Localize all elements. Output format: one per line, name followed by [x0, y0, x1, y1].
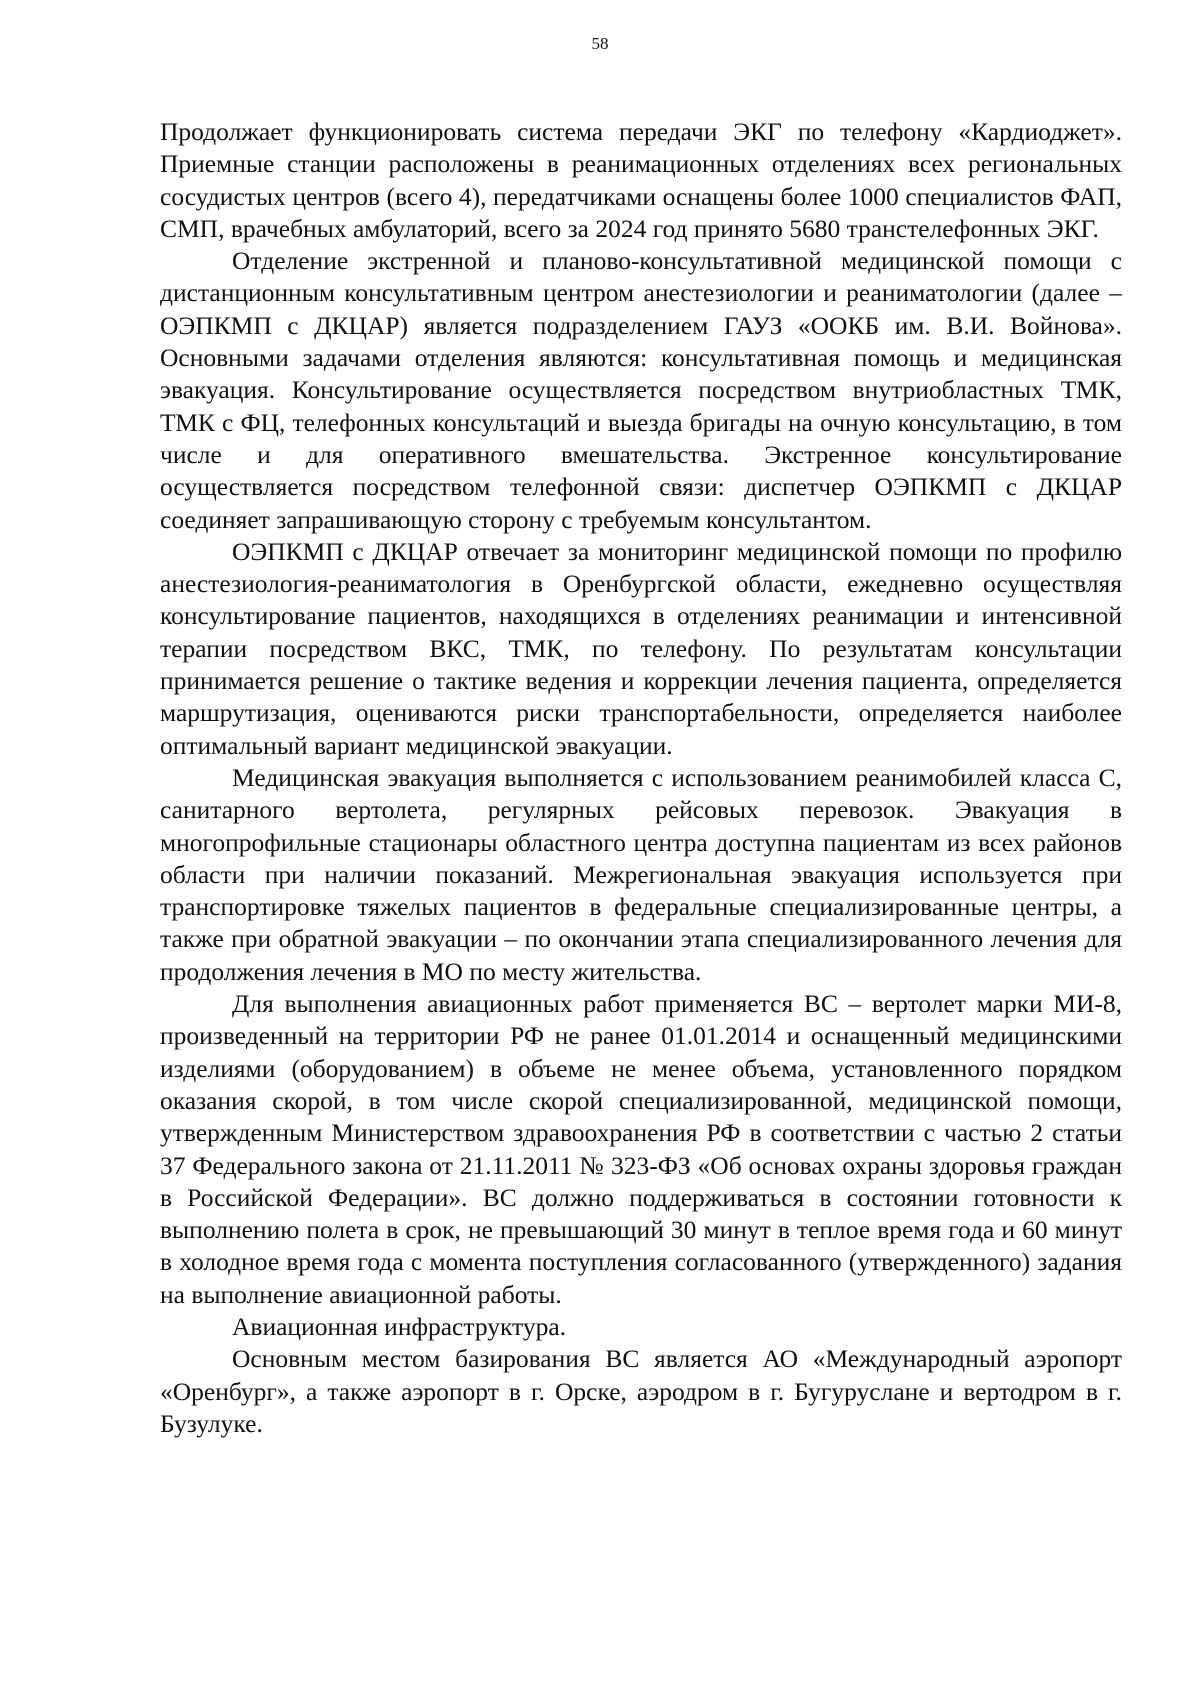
paragraph-aviation-works: Для выполнения авиационных работ применяется ВС – вертолет марки МИ-8, произведенный на территории РФ не ранее 01.01.2014 и оснащенный медицинскими изделиями (оборудованием) в объеме не менее объема, установленного порядком оказания скорой, в том числе скорой специализированной, медицинской помощи, утвержденным Министерством здравоохранения РФ в соответствии с частью 2 статьи 37 Федерального закона от 21.11.2011 № 323-ФЗ «Об основах охраны здоровья граждан в Российской Федерации». ВС должно поддерживаться в состоянии готовности к выполнению полета в срок, не превышающий 30 минут в теплое время года и 60 минут в холодное время года с момента поступления согласованного (утвержденного) задания на выполнение авиационной работы.: [160, 989, 1122, 1309]
paragraph-basing-location: Основным местом базирования ВС является АО «Международный аэропорт «Оренбург», а также аэропорт в г. Орске, аэродром в г. Бугуруслане и вертодром в г. Бузулуке.: [160, 1344, 1122, 1438]
paragraph-medical-evacuation: Медицинская эвакуация выполняется с использованием реанимобилей класса С, санитарного вертолета, регулярных рейсовых перевозок. Эвакуация в многопрофильные стационары областного центра доступна пациентам из всех районов области при наличии показаний. Межрегиональная эвакуация используется при транспортировке тяжелых пациентов в федеральные специализированные центры, а также при обратной эвакуации – по окончании этапа специализированного лечения для продолжения лечения в МО по месту жительства.: [160, 762, 1122, 986]
paragraph-oepkmp-department: Отделение экстренной и планово-консультативной медицинской помощи с дистанционным консультативным центром анестезиологии и реаниматологии (далее – ОЭПКМП с ДКЦАР) является подразделением ГАУЗ «ООКБ им. В.И. Войнова». Основными задачами отделения являются: консультативная помощь и медицинская эвакуация. Консультирование осуществляется посредством внутриобластных ТМК, ТМК с ФЦ, телефонных консультаций и выезда бригады на очную консультацию, в том числе и для оперативного вмешательства. Экстренное консультирование осуществляется посредством телефонной связи: диспетчер ОЭПКМП с ДКЦАР соединяет запрашивающую сторону с требуемым консультантом.: [160, 246, 1122, 534]
paragraph-monitoring: ОЭПКМП с ДКЦАР отвечает за мониторинг медицинской помощи по профилю анестезиология-реаниматология в Оренбургской области, ежедневно осуществляя консультирование пациентов, находящихся в отделениях реанимации и интенсивной терапии посредством ВКС, ТМК, по телефону. По результатам консультации принимается решение о тактике ведения и коррекции лечения пациента, определяется маршрутизация, оцениваются риски транспортабельности, определяется наиболее оптимальный вариант медицинской эвакуации.: [160, 536, 1122, 760]
paragraph-aviation-infrastructure-heading: Авиационная инфраструктура.: [232, 1311, 567, 1341]
paragraph-ecg-transmission: Продолжает функционировать система передачи ЭКГ по телефону «Кардиоджет». Приемные станции расположены в реанимационных отделениях всех региональных сосудистых центров (всего 4), передатчиками оснащены более 1000 специалистов ФАП, СМП, врачебных амбулаторий, всего за 2024 год принято 5680 транстелефонных ЭКГ.: [160, 117, 1122, 243]
document-body: [160, 116, 1122, 1440]
page-number: 58: [591, 34, 609, 53]
